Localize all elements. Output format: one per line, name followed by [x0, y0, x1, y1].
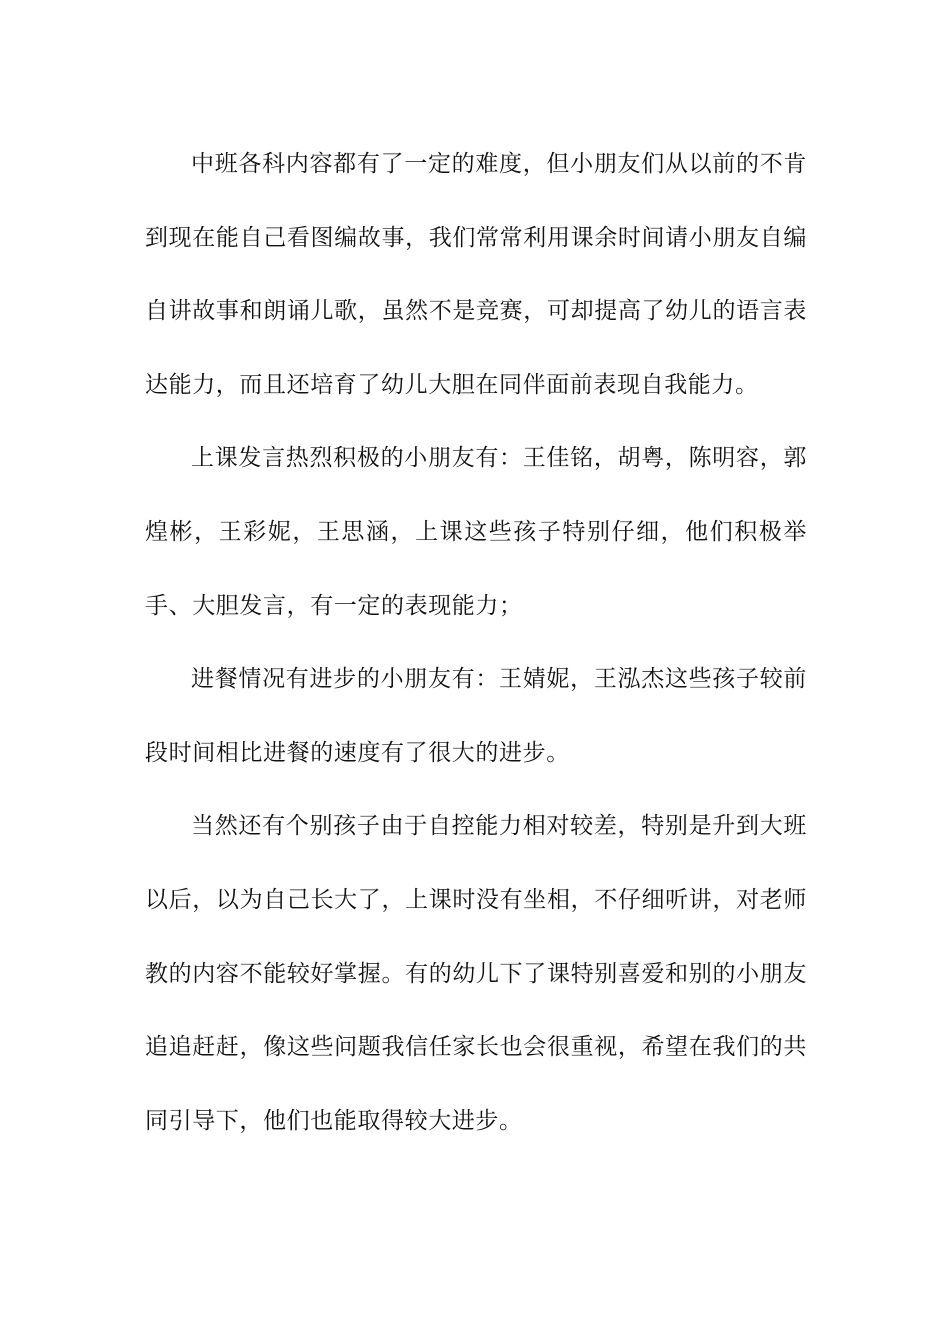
document-body — [145, 128, 807, 1158]
paragraph-1: 中班各科内容都有了一定的难度，但小朋友们从以前的不肯到现在能自己看图编故事，我们常常利用课余时间请小朋友自编自讲故事和朗诵儿歌，虽然不是竞赛，可却提高了幼儿的语言表达能力，而且还培育了幼儿大胆在同伴面前表现自我能力。 — [145, 151, 807, 398]
paragraph-2: 上课发言热烈积极的小朋友有：王佳铭，胡粤，陈明容，郭煌彬，王彩妮，王思涵，上课这些孩子特别仔细，他们积极举手、大胆发言，有一定的表现能力； — [145, 445, 807, 619]
paragraph-4: 当然还有个别孩子由于自控能力相对较差，特别是升到大班以后，以为自己长大了，上课时没有坐相，不仔细听讲，对老师教的内容不能较好掌握。有的幼儿下了课特别喜爱和别的小朋友追追赶赶，像这些问题我信任家长也会很重视，希望在我们的共同引导下，他们也能取得较大进步。 — [145, 813, 807, 1134]
paragraph-3: 进餐情况有进步的小朋友有：王婧妮，王泓杰这些孩子较前段时间相比进餐的速度有了很大的进步。 — [145, 666, 807, 766]
